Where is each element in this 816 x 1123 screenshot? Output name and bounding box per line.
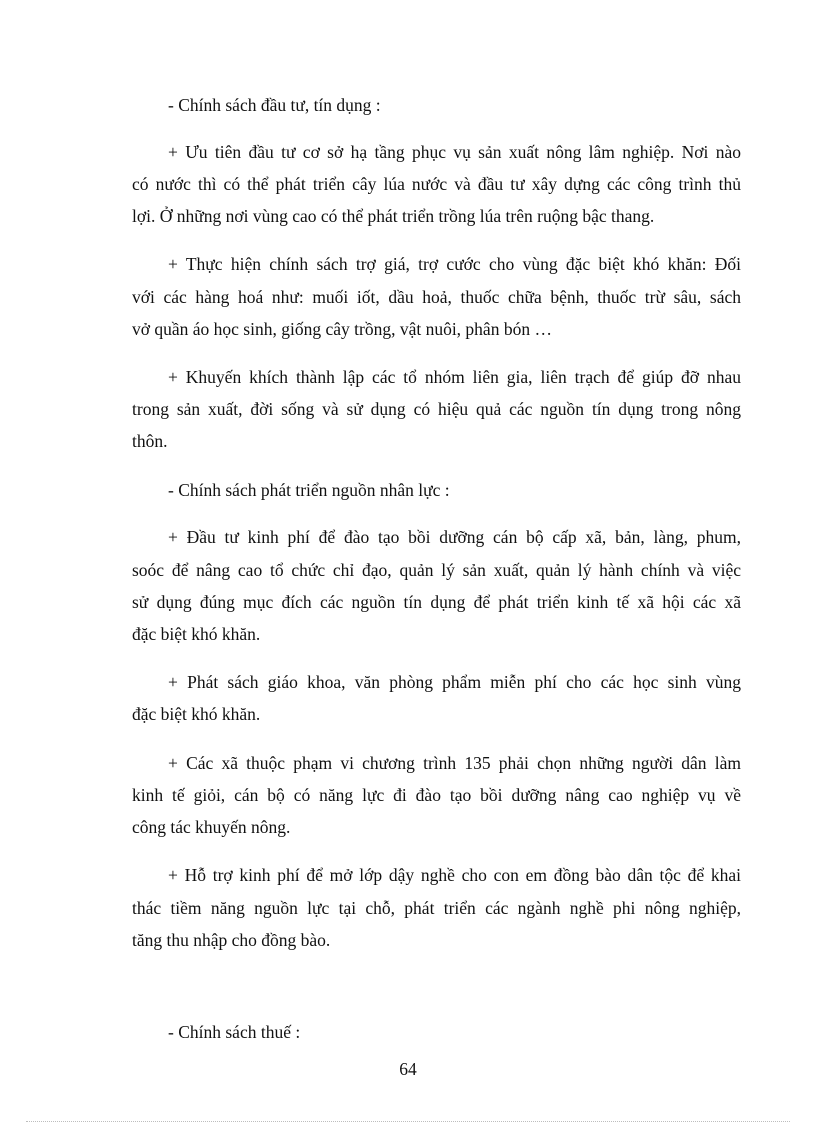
paragraph-line: + Phát sách giáo khoa, văn phòng phẩm miễn phí cho các học sinh vùng	[168, 672, 741, 692]
page-number: 64	[399, 1059, 417, 1079]
paragraph-line: thôn.	[132, 431, 168, 451]
paragraph-line: sử dụng đúng mục đích các nguồn tín dụng để phát triển kinh tế xã hội các xã	[132, 592, 741, 612]
page-bottom-divider	[26, 1121, 790, 1122]
paragraph-line: đặc biệt khó khăn.	[132, 624, 261, 644]
paragraph-line: trong sản xuất, đời sống và sử dụng có hiệu quả các nguồn tín dụng trong nông	[132, 399, 741, 419]
paragraph-line: kinh tế giỏi, cán bộ có năng lực đi đào tạo bồi dưỡng nâng cao nghiệp vụ về	[132, 785, 741, 805]
paragraph-line: + Các xã thuộc phạm vi chương trình 135 phải chọn những người dân làm	[168, 753, 741, 773]
paragraph-line: có nước thì có thể phát triển cây lúa nước và đầu tư xây dựng các công trình thủ	[132, 174, 741, 194]
paragraph-line: đặc biệt khó khăn.	[132, 704, 261, 724]
paragraph-line: + Hỗ trợ kinh phí để mở lớp dậy nghề cho con em đồng bào dân tộc để khai	[168, 865, 741, 885]
paragraph-line: + Thực hiện chính sách trợ giá, trợ cước cho vùng đặc biệt khó khăn: Đối	[168, 254, 741, 274]
section-heading-investment-credit: - Chính sách đầu tư, tín dụng :	[168, 95, 381, 115]
paragraph-line: + Khuyến khích thành lập các tổ nhóm liên gia, liên trạch để giúp đỡ nhau	[168, 367, 741, 387]
paragraph-line: soóc để nâng cao tổ chức chỉ đạo, quản lý sản xuất, quản lý hành chính và việc	[132, 560, 741, 580]
section-heading-tax: - Chính sách thuế :	[168, 1022, 301, 1042]
paragraph-line: với các hàng hoá như: muối iốt, dầu hoả, thuốc chữa bệnh, thuốc trừ sâu, sách	[132, 287, 741, 307]
paragraph-line: + Ưu tiên đầu tư cơ sở hạ tầng phục vụ sản xuất nông lâm nghiệp. Nơi nào	[168, 142, 741, 162]
paragraph-line: tăng thu nhập cho đồng bào.	[132, 930, 331, 950]
paragraph-line: vở quần áo học sinh, giống cây trồng, vật nuôi, phân bón …	[132, 319, 552, 339]
paragraph-line: lợi. Ở những nơi vùng cao có thể phát triển trồng lúa trên ruộng bậc thang.	[132, 206, 655, 226]
paragraph-line: công tác khuyến nông.	[132, 817, 291, 837]
paragraph-line: + Đầu tư kinh phí để đào tạo bồi dưỡng cán bộ cấp xã, bản, làng, phum,	[168, 527, 741, 547]
section-heading-human-resources: - Chính sách phát triển nguồn nhân lực :	[168, 480, 450, 500]
paragraph-line: thác tiềm năng nguồn lực tại chỗ, phát triển các ngành nghề phi nông nghiệp,	[132, 898, 741, 918]
